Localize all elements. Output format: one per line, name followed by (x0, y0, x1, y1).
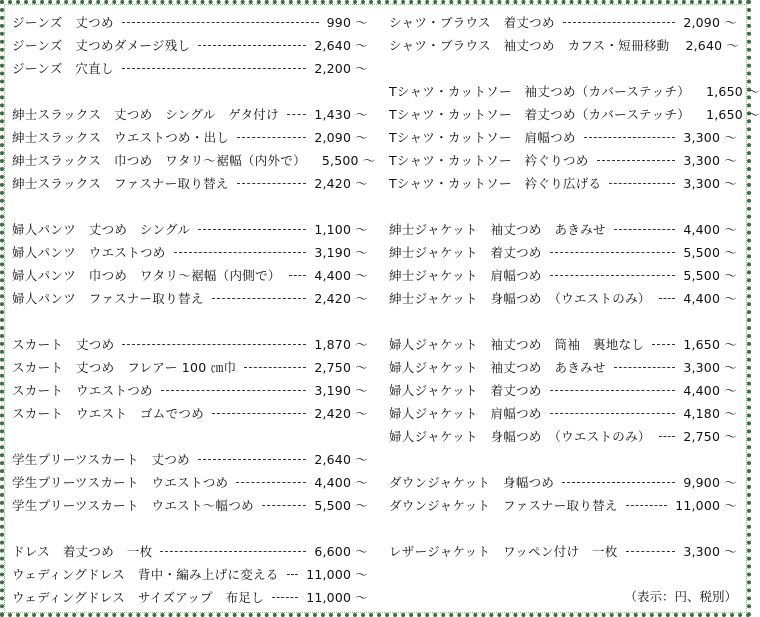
item-name: 婦人ジャケット 身幅つめ （ウエストのみ） (389, 428, 651, 444)
leader-dashes (287, 114, 306, 115)
item-price: 11,000 ～ (306, 566, 368, 582)
item-name: Tシャツ・カットソー 着丈つめ（カバーステッチ） (389, 106, 691, 122)
price-row (389, 33, 740, 56)
leader-dashes (287, 574, 299, 575)
item-price: 3,300 ～ (683, 129, 737, 145)
leader-dashes (244, 367, 306, 368)
leader-dashes (212, 298, 307, 299)
leader-dashes (550, 252, 676, 253)
leader-dashes (262, 505, 306, 506)
spacer-row (12, 309, 368, 332)
leader-dashes (198, 459, 306, 460)
price-row (389, 355, 737, 378)
price-row (389, 217, 737, 240)
leader-dashes (160, 551, 306, 552)
item-price: 4,400 ～ (683, 382, 737, 398)
item-price: 4,400 ～ (314, 267, 368, 283)
price-row (389, 171, 737, 194)
item-price: 1,650 ～ (706, 83, 760, 99)
leader-dashes (550, 275, 676, 276)
item-price: 5,500 ～ (314, 497, 368, 513)
item-price: 2,200 ～ (314, 60, 368, 76)
leader-dashes (614, 229, 676, 230)
price-row (389, 470, 737, 493)
item-name: レザージャケット ワッペン付け 一枚 (389, 543, 618, 559)
price-row (12, 240, 368, 263)
item-name: 紳士ジャケット 袖丈つめ あきみせ (389, 221, 606, 237)
item-price: 4,180 ～ (683, 405, 737, 421)
leader-dashes (122, 68, 307, 69)
leader-dashes (122, 344, 306, 345)
leader-dashes (659, 436, 676, 437)
item-name: Tシャツ・カットソー 衿ぐりつめ (389, 152, 589, 168)
price-row (389, 10, 737, 33)
item-name: 紳士ジャケット 肩幅つめ (389, 267, 542, 283)
price-list-right-column (389, 10, 760, 562)
item-price: 2,420 ～ (314, 175, 368, 191)
item-name: スカート 丈つめ フレアー 100 ㎝巾 (12, 359, 237, 375)
price-row (12, 401, 368, 424)
leader-dashes (626, 505, 667, 506)
item-price: 2,640 ～ (685, 37, 740, 53)
leader-dashes (550, 413, 676, 414)
item-name: 紳士ジャケット 着丈つめ (389, 244, 542, 260)
item-price: 9,900 ～ (683, 474, 737, 490)
price-row (12, 33, 368, 56)
spacer-row (12, 516, 368, 539)
item-price: 990 ～ (326, 14, 368, 30)
price-row (389, 148, 737, 171)
item-name: 学生プリーツスカート ウエストつめ (12, 474, 229, 490)
price-row (12, 470, 368, 493)
leader-dashes (614, 367, 676, 368)
item-name: 婦人ジャケット 着丈つめ (389, 382, 542, 398)
spacer-row (12, 424, 368, 447)
item-name: ジーンズ 丈つめダメージ残し (12, 37, 191, 53)
item-name: スカート ウエスト ゴムでつめ (12, 405, 205, 421)
price-row (12, 125, 368, 148)
price-row (12, 171, 368, 194)
leader-dashes (584, 137, 676, 138)
spacer-row (389, 447, 737, 470)
price-row (389, 378, 737, 401)
price-row (12, 378, 368, 401)
item-name: Tシャツ・カットソー 袖丈つめ（カバーステッチ） (389, 83, 691, 99)
item-name: 婦人ジャケット 肩幅つめ (389, 405, 542, 421)
item-price: 3,300 ～ (683, 175, 737, 191)
item-price: 2,640 ～ (314, 37, 368, 53)
price-row (12, 102, 368, 125)
price-row (12, 447, 368, 470)
item-price: 2,750 ～ (314, 359, 368, 375)
price-row (12, 539, 368, 562)
item-price: 1,100 ～ (314, 221, 368, 237)
item-name: 婦人パンツ ファスナー取り替え (12, 290, 204, 306)
leader-dashes (597, 160, 676, 161)
item-price: 1,870 ～ (314, 336, 368, 352)
item-name: Tシャツ・カットソー 衿ぐり広げる (389, 175, 602, 191)
item-name: ダウンジャケット 身幅つめ (389, 474, 555, 490)
price-list-left-column (12, 10, 376, 608)
price-row (12, 263, 368, 286)
price-row (389, 332, 737, 355)
leader-dashes (289, 275, 307, 276)
item-price: 1,430 ～ (314, 106, 368, 122)
price-row (12, 148, 376, 171)
leader-dashes (609, 183, 675, 184)
item-price: 2,750 ～ (683, 428, 737, 444)
item-name: 紳士スラックス 丈つめ シングル ゲタ付け (12, 106, 279, 122)
item-name: 紳士スラックス ファスナー取り替え (12, 175, 229, 191)
spacer-row (389, 309, 737, 332)
price-row (389, 286, 737, 309)
item-price: 4,400 ～ (314, 474, 368, 490)
item-name: シャツ・ブラウス 着丈つめ (389, 14, 555, 30)
item-name: 婦人パンツ ウエストつめ (12, 244, 166, 260)
item-name: 婦人ジャケット 袖丈つめ 筒袖 裏地なし (389, 336, 645, 352)
price-row (12, 332, 368, 355)
item-name: 婦人パンツ 丈つめ シングル (12, 221, 191, 237)
item-price: 5,500 ～ (683, 267, 737, 283)
leader-dashes (198, 45, 306, 46)
leader-dashes (212, 413, 306, 414)
leader-dashes (174, 252, 307, 253)
price-row (12, 585, 368, 608)
leader-dashes (122, 22, 319, 23)
price-row (389, 79, 760, 102)
leader-dashes (161, 390, 307, 391)
spacer-row (12, 79, 368, 102)
item-name: 紳士スラックス ウエストつめ・出し (12, 129, 230, 145)
item-name: スカート ウエストつめ (12, 382, 153, 398)
item-price: 2,640 ～ (314, 451, 368, 467)
price-row (389, 125, 737, 148)
item-price: 2,090 ～ (683, 14, 737, 30)
item-name: Tシャツ・カットソー 肩幅つめ (389, 129, 576, 145)
leader-dashes (198, 229, 306, 230)
tax-note: （表示：円、税別） (624, 589, 737, 604)
item-name: 紳士スラックス 巾つめ ワタリ～裾幅（内外で） (12, 152, 306, 168)
item-price: 5,500 ～ (321, 152, 376, 168)
item-price: 11,000 ～ (306, 589, 368, 605)
item-name: 紳士ジャケット 身幅つめ （ウエストのみ） (389, 290, 651, 306)
leader-dashes (562, 482, 675, 483)
price-row (389, 493, 737, 516)
item-name: スカート 丈つめ (12, 336, 115, 352)
price-row (12, 217, 368, 240)
item-name: ウェディングドレス サイズアップ 布足し (12, 589, 265, 605)
item-price: 1,650 ～ (683, 336, 737, 352)
item-name: ジーンズ 丈つめ (12, 14, 114, 30)
item-price: 2,420 ～ (314, 290, 368, 306)
item-price: 11,000 ～ (675, 497, 737, 513)
price-row (12, 562, 368, 585)
item-price: 3,300 ～ (683, 543, 737, 559)
item-name: 婦人ジャケット 袖丈つめ あきみせ (389, 359, 606, 375)
item-price: 6,600 ～ (314, 543, 368, 559)
item-price: 4,400 ～ (683, 290, 737, 306)
item-name: 学生プリーツスカート 丈つめ (12, 451, 190, 467)
price-row (12, 286, 368, 309)
price-row (389, 102, 760, 125)
item-name: 婦人パンツ 巾つめ ワタリ～裾幅（内側で） (12, 267, 281, 283)
leader-dashes (659, 298, 676, 299)
price-row (12, 493, 368, 516)
price-row (389, 539, 737, 562)
item-price: 3,300 ～ (683, 359, 737, 375)
leader-dashes (550, 390, 676, 391)
item-price: 4,400 ～ (683, 221, 737, 237)
price-row (389, 263, 737, 286)
price-row (389, 424, 737, 447)
price-row (12, 56, 368, 79)
item-price: 2,090 ～ (314, 129, 368, 145)
item-price: 3,190 ～ (314, 244, 368, 260)
price-row (12, 355, 368, 378)
price-row (389, 240, 737, 263)
item-name: シャツ・ブラウス 袖丈つめ カフス・短冊移動 (389, 37, 670, 53)
leader-dashes (237, 183, 307, 184)
item-name: 学生プリーツスカート ウエスト～幅つめ (12, 497, 254, 513)
item-price: 1,650 ～ (706, 106, 760, 122)
price-row (12, 10, 368, 33)
price-row (389, 401, 737, 424)
spacer-row (12, 194, 368, 217)
leader-dashes (237, 137, 306, 138)
leader-dashes (563, 22, 676, 23)
leader-dashes (626, 551, 676, 552)
leader-dashes (272, 597, 298, 598)
spacer-row (389, 194, 737, 217)
leader-dashes (236, 482, 306, 483)
item-name: ダウンジャケット ファスナー取り替え (389, 497, 618, 513)
item-price: 2,420 ～ (314, 405, 368, 421)
item-name: ジーンズ 穴直し (12, 60, 114, 76)
leader-dashes (652, 344, 675, 345)
spacer-row (389, 56, 737, 79)
item-price: 3,190 ～ (314, 382, 368, 398)
spacer-row (389, 516, 737, 539)
item-name: ドレス 着丈つめ 一枚 (12, 543, 153, 559)
item-name: ウェディングドレス 背中・編み上げに変える (12, 566, 279, 582)
item-price: 3,300 ～ (683, 152, 737, 168)
item-price: 5,500 ～ (683, 244, 737, 260)
